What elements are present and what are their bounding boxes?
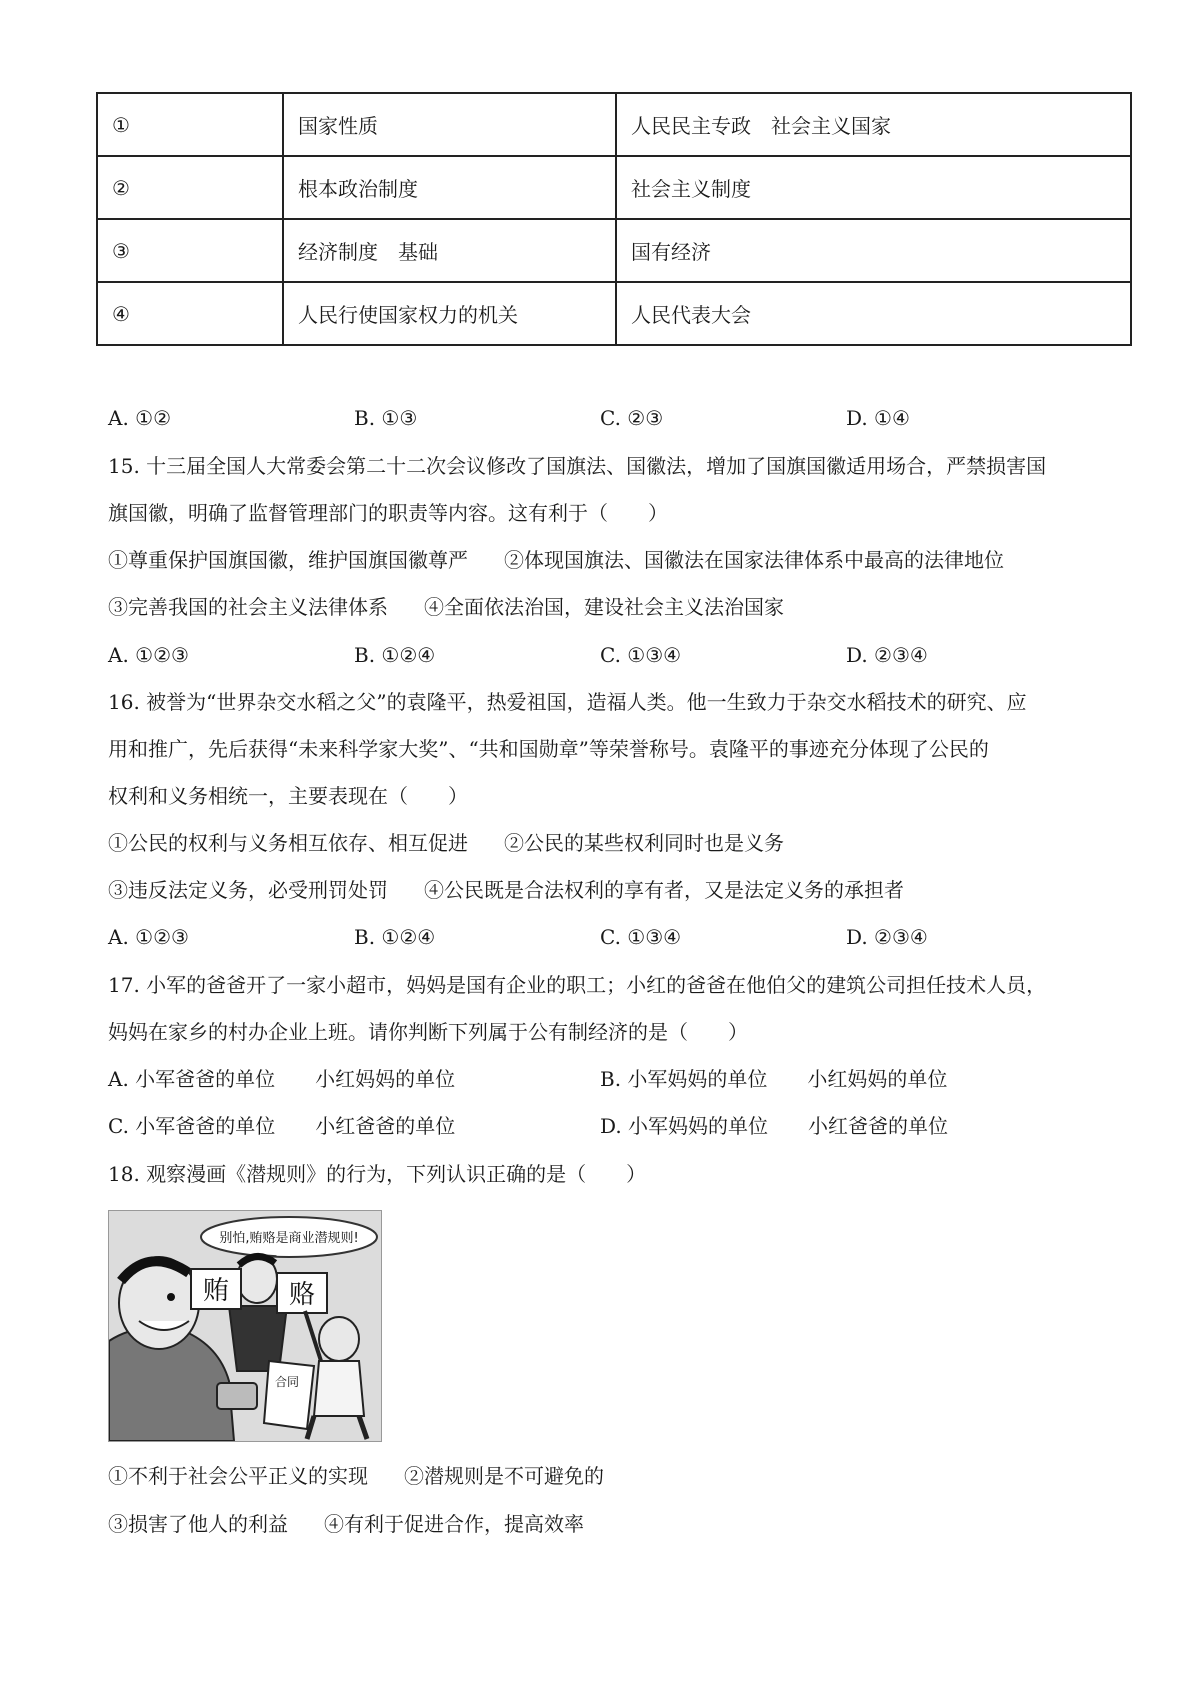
q17-option-d[interactable]: D. 小军妈妈的单位 小红爸爸的单位 xyxy=(600,1114,949,1138)
q16-stem-line2: 用和推广，先后获得“未来科学家大奖”、“共和国勋章”等荣誉称号。袁隆平的事迹充分体现了公民的 xyxy=(108,737,989,761)
q15-statements-1-2 xyxy=(108,546,1004,574)
q16-stem-line1: 16. 被誉为“世界杂交水稻之父”的袁隆平，热爱祖国，造福人类。他一生致力于杂交水稻技术的研究、应 xyxy=(108,690,1027,714)
q14-option-a[interactable]: A. ①② xyxy=(108,406,172,430)
row-item: 国家性质 xyxy=(283,93,616,156)
q15-option-d[interactable]: D. ②③④ xyxy=(846,643,928,667)
row-content: 人民民主专政 社会主义国家 xyxy=(616,93,1131,156)
q17-option-a[interactable]: A. 小军爸爸的单位 小红妈妈的单位 xyxy=(108,1067,456,1091)
table-row xyxy=(97,282,1131,345)
sign-right-text: 赂 xyxy=(288,1280,316,1310)
q17-option-c[interactable]: C. 小军爸爸的单位 小红爸爸的单位 xyxy=(108,1114,456,1138)
q16-option-d[interactable]: D. ②③④ xyxy=(846,925,928,949)
q14-option-c[interactable]: C. ②③ xyxy=(600,406,664,430)
row-number: ① xyxy=(97,93,283,156)
q16-option-a[interactable]: A. ①②③ xyxy=(108,925,189,949)
row-number: ④ xyxy=(97,282,283,345)
q17-stem-line2: 妈妈在家乡的村办企业上班。请你判断下列属于公有制经济的是（ ） xyxy=(108,1020,748,1044)
q14-option-b[interactable]: B. ①③ xyxy=(354,406,418,430)
q16-statement-1: ①公民的权利与义务相互依存、相互促进 xyxy=(108,831,468,855)
row-item: 根本政治制度 xyxy=(283,156,616,219)
cartoon-image xyxy=(108,1210,382,1442)
q15-stem-line2: 旗国徽，明确了监督管理部门的职责等内容。这有利于（ ） xyxy=(108,501,668,525)
q16-statements-1-2 xyxy=(108,829,784,857)
q16-option-c[interactable]: C. ①③④ xyxy=(600,925,682,949)
q15-statement-4: ④全面依法治国，建设社会主义法治国家 xyxy=(424,595,784,619)
table-row xyxy=(97,219,1131,282)
q15-stem-line1: 15. 十三届全国人大常委会第二十二次会议修改了国旗法、国徽法，增加了国旗国徽适用场合，严禁损害国 xyxy=(108,454,1047,478)
q15-statements-3-4 xyxy=(108,593,784,621)
q17-stem-line1: 17. 小军的爸爸开了一家小超市，妈妈是国有企业的职工；小红的爸爸在他伯父的建筑公司担任技术人员， xyxy=(108,973,1047,997)
small-man-body xyxy=(314,1361,364,1416)
q15-statement-3: ③完善我国的社会主义法律体系 xyxy=(108,595,388,619)
table-row xyxy=(97,93,1131,156)
q15-option-a[interactable]: A. ①②③ xyxy=(108,643,189,667)
contract-text: 合同 xyxy=(274,1375,300,1389)
q18-stem: 18. 观察漫画《潜规则》的行为，下列认识正确的是（ ） xyxy=(108,1162,647,1186)
q18-statement-4: ④有利于促进合作，提高效率 xyxy=(324,1512,584,1536)
q18-statement-2: ②潜规则是不可避免的 xyxy=(404,1464,604,1488)
row-content: 国有经济 xyxy=(616,219,1131,282)
row-item: 人民行使国家权力的机关 xyxy=(283,282,616,345)
q18-statements-3-4 xyxy=(108,1510,584,1538)
row-item: 经济制度 基础 xyxy=(283,219,616,282)
q14-option-d[interactable]: D. ①④ xyxy=(846,406,910,430)
q18-statement-1: ①不利于社会公平正义的实现 xyxy=(108,1464,368,1488)
q16-statement-4: ④公民既是合法权利的享有者，又是法定义务的承担者 xyxy=(424,878,904,902)
q17-option-b[interactable]: B. 小军妈妈的单位 小红妈妈的单位 xyxy=(600,1067,948,1091)
q16-statement-3: ③违反法定义务，必受刑罚处罚 xyxy=(108,878,388,902)
q16-option-b[interactable]: B. ①②④ xyxy=(354,925,436,949)
q16-statements-3-4 xyxy=(108,876,904,904)
q18-statement-3: ③损害了他人的利益 xyxy=(108,1512,288,1536)
row-content: 人民代表大会 xyxy=(616,282,1131,345)
q15-option-b[interactable]: B. ①②④ xyxy=(354,643,436,667)
contract-paper xyxy=(264,1361,314,1429)
speech-text: 别怕,贿赂是商业潜规则! xyxy=(219,1231,359,1246)
q15-statement-1: ①尊重保护国旗国徽，维护国旗国徽尊严 xyxy=(108,548,468,572)
row-content: 社会主义制度 xyxy=(616,156,1131,219)
q15-statement-2: ②体现国旗法、国徽法在国家法律体系中最高的法律地位 xyxy=(504,548,1004,572)
q15-option-c[interactable]: C. ①③④ xyxy=(600,643,682,667)
money-hand xyxy=(217,1383,257,1409)
q16-stem-line3: 权利和义务相统一，主要表现在（ ） xyxy=(108,784,468,808)
small-man-head xyxy=(319,1317,359,1361)
q18-statements-1-2 xyxy=(108,1462,604,1490)
row-number: ③ xyxy=(97,219,283,282)
row-number: ② xyxy=(97,156,283,219)
sign-left-text: 贿 xyxy=(202,1276,230,1306)
comparison-table xyxy=(96,92,1132,346)
table-row xyxy=(97,156,1131,219)
q16-statement-2: ②公民的某些权利同时也是义务 xyxy=(504,831,784,855)
